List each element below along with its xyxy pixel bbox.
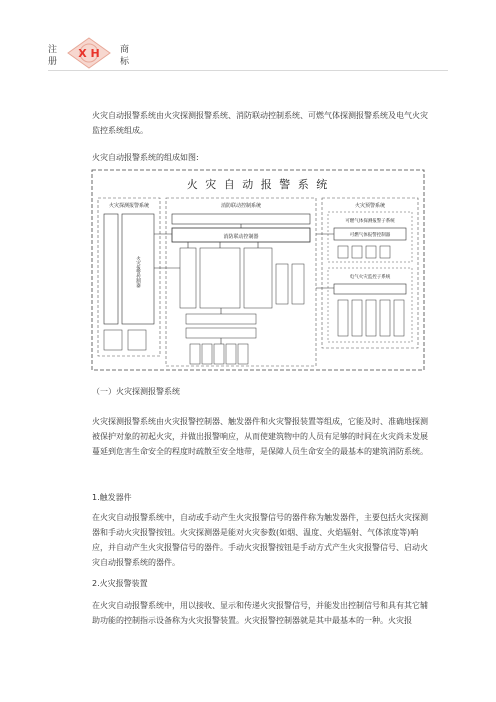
section1-title: （一）火灾探测报警系统 xyxy=(92,387,180,396)
subsection1-paragraph: 在火灾自动报警系统中，自动或手动产生火灾报警信号的器件称为触发器件，主要包括火灾探测器和手动火灾报警按钮。火灾探测器是能对火灾参数(如烟、温度、火焰辐射、气体浓度等)响应，并自动产生火灾报警信号的器件。手动火灾报警按钮是手动方式产生火灾报警信号、启动火灾自动报警系统的器件。 xyxy=(92,513,428,567)
brand-logo xyxy=(64,36,114,70)
logo-right-top-char: 商 xyxy=(120,45,130,55)
fire-controller-label: 火灾报警控制器 xyxy=(135,256,141,288)
logo-left-top-char: 注 xyxy=(48,45,58,55)
electric-section-label: 电气火灾监控子系统 xyxy=(349,275,391,280)
middle-section-label: 消防联动控制系统 xyxy=(220,203,262,209)
gas-controller-label: 可燃气体报警控制器 xyxy=(349,233,391,238)
diagram-title: 火 灾 自 动 报 警 系 统 xyxy=(186,178,330,191)
subsection1-title: 1.触发器件 xyxy=(92,493,132,502)
logo-left-bottom-char: 册 xyxy=(48,57,58,67)
diagram-caption: 火灾自动报警系统的组成如图: xyxy=(92,153,199,162)
intro-paragraph: 火灾自动报警系统由火灾探测报警系统、消防联动控制系统、可燃气体探测报警系统及电气火灾监控系统组成。 xyxy=(92,111,428,135)
logo-right-bottom-char: 标 xyxy=(120,57,130,67)
subsection2-paragraph: 在火灾自动报警系统中，用以接收、显示和传递火灾报警信号，并能发出控制信号和具有其它辅助功能的控制指示设备称为火灾报警装置。火灾报警控制器就是其中最基本的一种。火灾报 xyxy=(92,601,428,625)
gas-section-label: 可燃气体探测报警子系统 xyxy=(345,219,395,224)
page-header xyxy=(0,0,496,70)
subsection2-title: 2.火灾报警装置 xyxy=(92,579,148,588)
header-divider xyxy=(48,70,448,71)
section1-paragraph: 火灾探测报警系统由火灾报警控制器、触发器件和火灾警报装置等组成，它能及时、准确地探测被保护对象的初起火灾，并做出报警响应，从而使建筑物中的人员有足够的时间在火灾尚未发展蔓延到危害生命安全的程度时疏散至安全地带，是保障人员生命安全的最基本的建筑消防系统。 xyxy=(92,417,428,456)
logo-mark-text: X H xyxy=(78,47,100,60)
system-diagram xyxy=(90,168,426,374)
linkage-controller-label: 消防联动控制器 xyxy=(223,234,259,240)
right-section-label: 火灾预警系统 xyxy=(354,203,386,209)
left-section-label: 火灾探测报警系统 xyxy=(108,203,150,209)
